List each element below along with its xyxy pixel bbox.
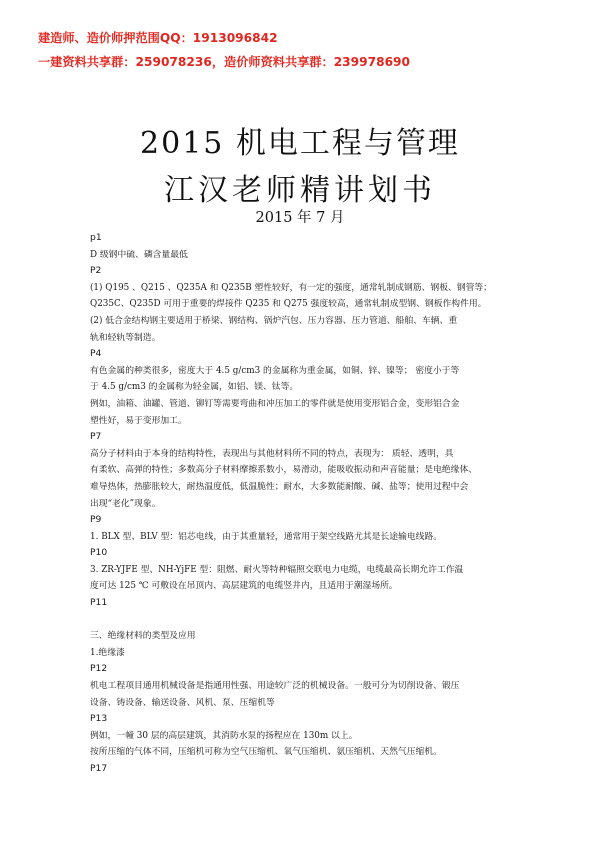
page-reference: P9: [90, 514, 102, 526]
page-reference: P4: [90, 348, 102, 360]
text-line: 高分子材料由于本身的结构特性，表现出与其他材料所不同的特点，表现为： 质轻、透明，具: [90, 448, 454, 459]
document-body: [90, 230, 520, 778]
text-line: 有柔软、高弹的特性；多数高分子材料摩擦系数小，易滑动，能吸收振动和声音能量；是电绝缘体、: [90, 465, 478, 476]
document-date: 2015 年 7 月: [255, 210, 345, 226]
blank-line: [90, 612, 520, 629]
text-line: 于 4.5 g/cm3 的金属称为轻金属，如铝、镁、钛等。: [90, 382, 299, 393]
text-line: 3. ZR-YJFE 型、NH-YjFE 型：阻燃、耐火等特种辐照交联电力电缆，电缆最高长期允许工作温: [90, 564, 464, 575]
text-line: 按所压缩的气体不同，压缩机可称为空气压缩机、氧气压缩机、氨压缩机、天然气压缩机。: [90, 747, 442, 758]
document-subtitle: 江汉老师精讲划书: [164, 173, 436, 208]
text-line: 有色金属的种类很多，密度大于 4.5 g/cm3 的金属称为重金属，如铜、锌、镍等； 密度小于等: [90, 365, 460, 376]
text-line: 三、绝缘材料的类型及应用: [90, 631, 196, 642]
text-line: 出现“老化”现象。: [90, 498, 161, 509]
text-line: 例如，油箱、油罐、管道、铆钉等需要弯曲和冲压加工的零件就是使用变形铝合金，变形铝合金: [90, 398, 460, 409]
text-line: 设备、铸设备、输送设备、风机、泵、压缩机等: [90, 697, 275, 708]
text-line: 难导热体，热膨胀较大，耐热温度低，低温脆性；耐水，大多数能耐酸、碱、盐等；使用过程中会: [90, 481, 469, 492]
page-reference: P13: [90, 713, 108, 725]
text-line: 机电工程项目通用机械设备是指通用性强、用途较广泛的机械设备。一般可分为切削设备、锻压: [90, 681, 460, 692]
text-line: 例如，一幢 30 层的高层建筑，其消防水泵的扬程应在 130m 以上。: [90, 730, 358, 741]
text-line: D 级钢中硫、磷含量最低: [90, 249, 188, 260]
text-line: 度可达 125 ℃ 可敷设在吊顶内、高层建筑的电缆竖井内，且适用于潮湿场所。: [90, 581, 398, 592]
text-line: 1. BLX 型、BLV 型：铝芯电线，由于其重量轻，通常用于架空线路尤其是长途输电线路。: [90, 531, 443, 542]
page-reference: P10: [90, 547, 108, 559]
page-reference: P7: [90, 431, 102, 443]
page-reference: P2: [90, 265, 102, 277]
page-reference: p1: [90, 232, 102, 243]
page-reference: P12: [90, 663, 108, 675]
text-line: (2) 低合金结构钢主要适用于桥梁、钢结构、锅炉汽包、压力容器、压力管道、船舶、车辆、重: [90, 315, 458, 326]
page-reference: P17: [90, 763, 108, 774]
text-line: Q235C、Q235D 可用于重要的焊接件 Q235 和 Q275 强度较高，通常轧制成型钢、钢板作构件用。: [90, 299, 487, 310]
text-line: 轨和轻轨等制造。: [90, 332, 161, 343]
page-reference: P11: [90, 597, 108, 609]
text-line: (1) Q195 、Q215 、Q235A 和 Q235B 塑性较好，有一定的强度，通常轧制成钢筋、钢板、钢管等；: [90, 282, 492, 293]
promo-qq-line: 建造师、造价师押范围QQ：1913096842: [38, 31, 278, 45]
text-line: 1.绝缘漆: [90, 647, 125, 658]
promo-group-line: 一建资料共享群：259078236，造价师资料共享群：239978690: [38, 55, 411, 69]
document-title: 2015 机电工程与管理: [140, 126, 460, 161]
text-line: 塑性好，易于变形加工。: [90, 415, 187, 426]
